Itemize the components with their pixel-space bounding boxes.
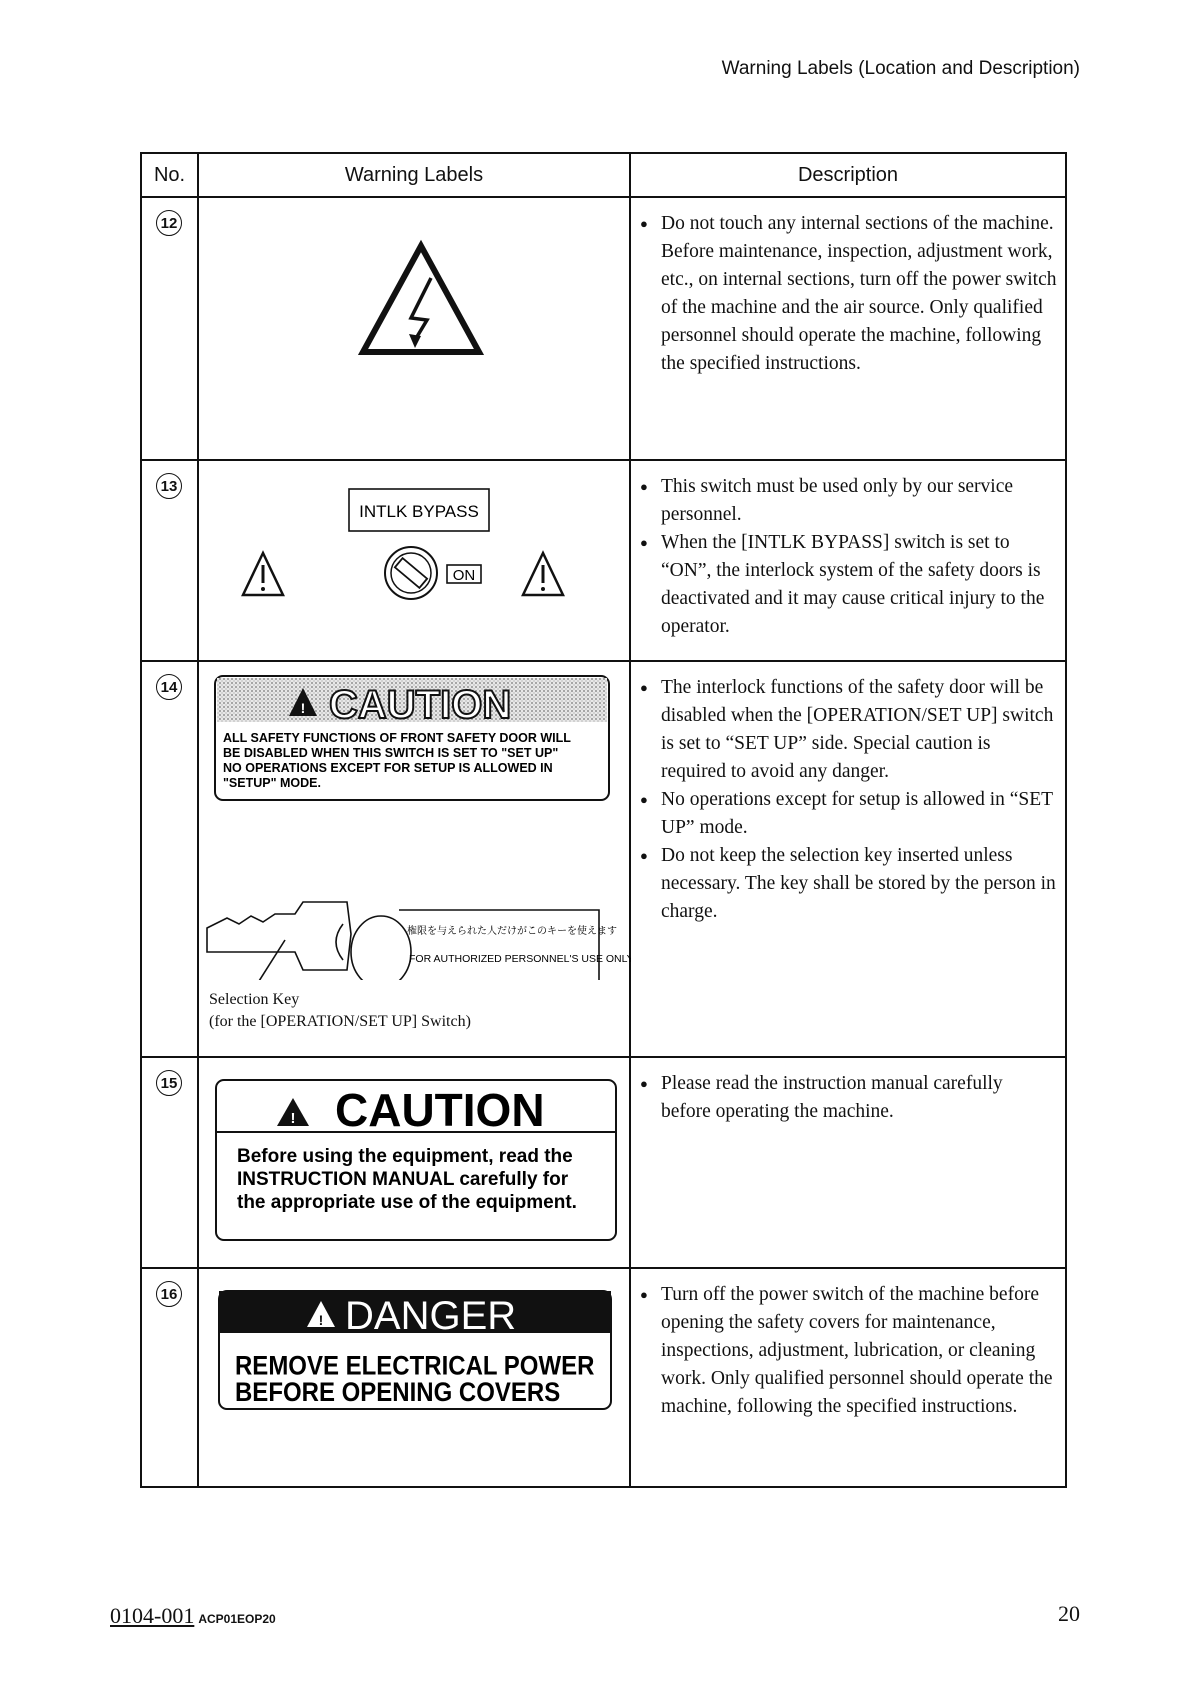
key-tag-english: FOR AUTHORIZED PERSONNEL'S USE ONLY xyxy=(409,953,631,965)
warning-label-cell xyxy=(198,661,630,1057)
caution-body-line: BE DISABLED WHEN THIS SWITCH IS SET TO "SET UP" xyxy=(223,746,559,760)
row-number: 12 xyxy=(156,210,182,236)
selection-key-caption xyxy=(209,989,629,1033)
table-row xyxy=(141,197,1066,460)
description-item: ● No operations except for setup is allowed in “SET UP” mode. xyxy=(631,786,1057,842)
warning-label-cell xyxy=(198,1057,630,1268)
svg-text:!: ! xyxy=(318,1312,324,1328)
table-row xyxy=(141,1268,1066,1487)
description-item: ● Turn off the power switch of the machine before opening the safety covers for maintenance, inspections, adjustment, lubrication, or cleaning work. Only qualified personnel should operate the machine, following the specified instructions. xyxy=(631,1281,1057,1421)
caution-switch-label xyxy=(215,676,609,800)
selection-key-icon xyxy=(207,902,599,980)
footer-code xyxy=(110,1603,276,1629)
document-id: ACP01EOP20 xyxy=(198,1612,276,1626)
warning-triangle-icon xyxy=(243,553,283,595)
warning-labels-table xyxy=(140,152,1067,1488)
description-item: ● When the [INTLK BYPASS] switch is set to “ON”, the interlock system of the safety doors is deactivated and it may cause critical injury to the operator. xyxy=(631,529,1057,641)
danger-body-line: BEFORE OPENING COVERS xyxy=(235,1377,561,1408)
col-header-warning-labels: Warning Labels xyxy=(198,153,630,197)
on-text: ON xyxy=(452,567,476,584)
warning-triangle-icon xyxy=(523,553,563,595)
row-number: 13 xyxy=(156,473,182,499)
document-code: 0104-001 xyxy=(110,1603,195,1628)
table-row xyxy=(141,1057,1066,1268)
caution-body-line: NO OPERATIONS EXCEPT FOR SETUP IS ALLOWED IN xyxy=(223,761,553,775)
description-item: ● The interlock functions of the safety door will be disabled when the [OPERATION/SET UP] switch is set to “SET UP” side. Special caution is required to avoid any danger. xyxy=(631,674,1057,786)
key-tag-japanese: 権限を与えられた人だけがこのキーを使えます xyxy=(407,926,617,937)
table-header-row xyxy=(141,153,1066,197)
danger-title: DANGER xyxy=(345,1294,517,1338)
description-list xyxy=(631,1058,1065,1136)
danger-body-line: REMOVE ELECTRICAL POWER xyxy=(235,1351,595,1381)
row-number: 15 xyxy=(156,1070,182,1096)
caution-body-line: Before using the equipment, read the xyxy=(237,1146,573,1167)
caution-body-line: INSTRUCTION MANUAL carefully for xyxy=(237,1169,569,1190)
caution-title: CAUTION xyxy=(329,683,512,727)
page-number: 20 xyxy=(1058,1601,1080,1626)
table-row xyxy=(141,661,1066,1057)
caption-line: (for the [OPERATION/SET UP] Switch) xyxy=(209,1013,471,1030)
key-switch-icon xyxy=(385,547,437,599)
warning-label-cell xyxy=(198,460,630,661)
description-list xyxy=(631,198,1065,388)
svg-text:!: ! xyxy=(290,1110,296,1127)
description-item: ● Do not touch any internal sections of the machine. Before maintenance, inspection, adjustment work, etc., on internal sections, turn off the power switch of the machine and the air source. Only qualified personnel should operate the machine, following the specified instructions. xyxy=(631,210,1057,378)
description-item: ● Do not keep the selection key inserted unless necessary. The key shall be stored by the person in charge. xyxy=(631,842,1057,926)
svg-text:!: ! xyxy=(300,700,306,716)
description-list xyxy=(631,662,1065,936)
warning-label-cell xyxy=(198,197,630,460)
row-number: 14 xyxy=(156,674,182,700)
caption-line: Selection Key xyxy=(209,991,300,1008)
page-header: Warning Labels (Location and Description) xyxy=(721,58,1080,79)
caution-body-line: ALL SAFETY FUNCTIONS OF FRONT SAFETY DOOR WILL xyxy=(223,731,571,745)
table-row xyxy=(141,460,1066,661)
description-list xyxy=(631,461,1065,651)
description-item: ● This switch must be used only by our service personnel. xyxy=(631,473,1057,529)
warning-label-cell xyxy=(198,1268,630,1487)
caution-manual-label xyxy=(216,1080,616,1240)
row-number: 16 xyxy=(156,1281,182,1307)
intlk-bypass-text: INTLK BYPASS xyxy=(359,502,479,521)
caution-body-line: the appropriate use of the equipment. xyxy=(237,1192,577,1213)
caution-body-line: "SETUP" MODE. xyxy=(223,776,321,790)
description-item: ● Please read the instruction manual carefully before operating the machine. xyxy=(631,1070,1057,1126)
electric-shock-warning-icon xyxy=(199,198,631,454)
danger-label xyxy=(219,1291,611,1409)
col-header-description: Description xyxy=(630,153,1066,197)
col-header-no: No. xyxy=(141,153,198,197)
description-list xyxy=(631,1269,1065,1431)
caution-title: CAUTION xyxy=(335,1084,545,1136)
